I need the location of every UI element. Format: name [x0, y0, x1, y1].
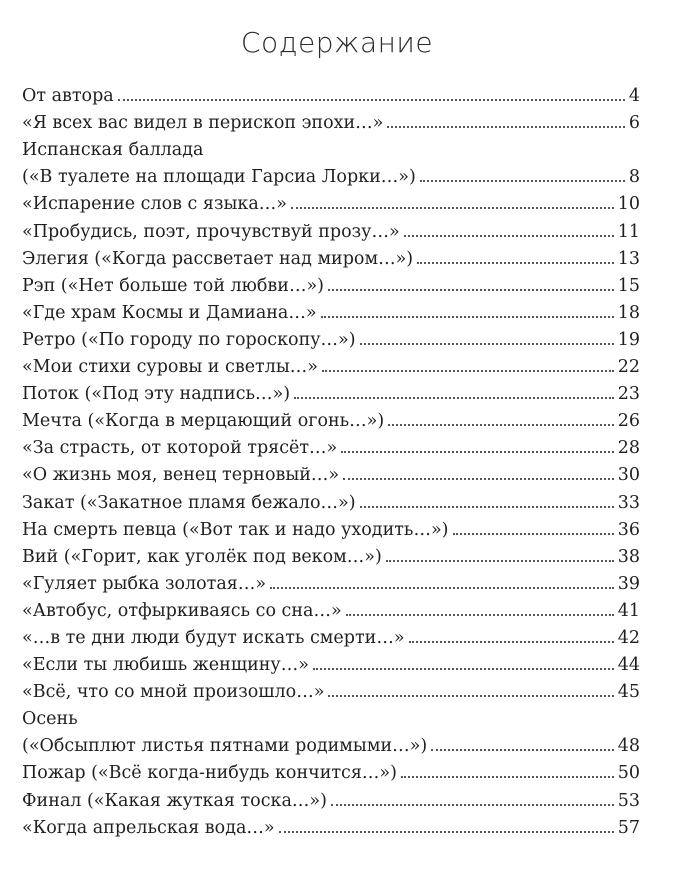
toc-entry-title: «Мои стихи суровы и светлы…»	[22, 357, 318, 378]
toc-entry-title: «О жизнь моя, венец терновый…»	[22, 465, 340, 486]
toc-entry-page-number: 41	[617, 600, 640, 621]
toc-entry	[22, 676, 640, 703]
toc-entry-page-number: 39	[617, 573, 640, 594]
toc-entry	[22, 432, 640, 459]
toc-entry	[22, 215, 640, 242]
toc-entry-title: («Обсыплют листья пятнами родимыми…»)	[22, 736, 428, 757]
toc-entry-page-number: 22	[617, 357, 640, 378]
toc-entry-page-number: 18	[617, 302, 640, 323]
dot-leader	[420, 180, 625, 182]
dot-leader	[431, 749, 614, 751]
toc-entry-title: Вий («Горит, как уголёк под веком…»)	[22, 546, 382, 567]
toc-entry-page-number: 44	[617, 655, 640, 676]
toc-entry-title: «Всё, что со мной произошло…»	[22, 682, 325, 703]
dot-leader	[417, 262, 614, 264]
toc-entry-page-number: 11	[617, 221, 640, 242]
dot-leader	[453, 533, 614, 535]
dot-leader	[387, 126, 624, 128]
toc-entry-title: «Где храм Космы и Дамиана…»	[22, 302, 317, 323]
toc-entry	[22, 757, 640, 784]
dot-leader	[388, 424, 614, 426]
toc-entry	[22, 80, 640, 107]
toc-entry-page-number: 23	[617, 384, 640, 405]
dot-leader	[360, 343, 614, 345]
toc-entry	[22, 188, 640, 215]
toc-entry-page-number: 13	[617, 248, 640, 269]
toc-entry	[22, 161, 640, 188]
toc-entry-page-number: 19	[617, 329, 640, 350]
toc-entry	[22, 514, 640, 541]
toc-entry-title: На смерть певца («Вот так и надо уходить…»)	[22, 519, 449, 540]
toc-entry-page-number: 26	[617, 411, 640, 432]
toc-entry	[22, 134, 640, 161]
toc-entry	[22, 324, 640, 351]
toc-entry-title: «Автобус, отфыркиваясь со сна…»	[22, 600, 342, 621]
dot-leader	[294, 397, 614, 399]
dot-leader	[341, 451, 613, 453]
table-of-contents	[22, 80, 640, 839]
toc-entry-title: Закат («Закатное пламя бежало…»)	[22, 492, 356, 513]
toc-entry-page-number: 10	[617, 194, 640, 215]
toc-entry-page-number: 48	[617, 736, 640, 757]
toc-entry	[22, 568, 640, 595]
toc-entry	[22, 351, 640, 378]
toc-entry-page-number: 8	[628, 167, 640, 188]
toc-entry	[22, 730, 640, 757]
toc-entry	[22, 378, 640, 405]
toc-entry-title: Элегия («Когда рассветает над миром…»)	[22, 248, 414, 269]
toc-entry-title: Мечта («Когда в мерцающий огонь…»)	[22, 411, 385, 432]
toc-entry	[22, 459, 640, 486]
toc-entry	[22, 297, 640, 324]
dot-leader	[118, 99, 625, 101]
toc-entry	[22, 649, 640, 676]
toc-entry-title: «За страсть, от которой трясёт…»	[22, 438, 338, 459]
page-title: Содержание	[240, 26, 434, 59]
toc-entry-page-number: 36	[617, 519, 640, 540]
dot-leader	[328, 695, 613, 697]
toc-entry-page-number: 57	[617, 817, 640, 838]
toc-entry	[22, 107, 640, 134]
toc-entry	[22, 622, 640, 649]
dot-leader	[321, 316, 614, 318]
toc-entry-title: От автора	[22, 86, 114, 107]
toc-entry-page-number: 30	[617, 465, 640, 486]
toc-entry	[22, 405, 640, 432]
toc-entry-title: «Если ты любишь женщину…»	[22, 655, 309, 676]
toc-entry	[22, 243, 640, 270]
toc-entry-title: «Когда апрельская вода…»	[22, 817, 275, 838]
toc-entry-title: Осень	[22, 709, 78, 730]
toc-entry-title: «Гуляет рыбка золотая…»	[22, 573, 267, 594]
toc-entry-title: Пожар («Всё когда-нибудь кончится…»)	[22, 763, 397, 784]
toc-entry-title: Испанская баллада	[22, 140, 204, 161]
toc-entry-title: Ретро («По городу по гороскопу…»)	[22, 329, 356, 350]
dot-leader	[343, 478, 614, 480]
toc-entry-page-number: 4	[628, 86, 640, 107]
dot-leader	[331, 804, 614, 806]
toc-entry	[22, 812, 640, 839]
dot-leader	[322, 370, 614, 372]
toc-entry-title: «Я всех вас видел в перископ эпохи…»	[22, 113, 384, 134]
dot-leader	[409, 641, 614, 643]
dot-leader	[386, 560, 614, 562]
toc-entry	[22, 595, 640, 622]
toc-entry-title: «Испарение слов с языка…»	[22, 194, 287, 215]
dot-leader	[291, 207, 614, 209]
toc-entry	[22, 784, 640, 811]
toc-entry	[22, 541, 640, 568]
toc-entry	[22, 703, 640, 730]
dot-leader	[313, 668, 614, 670]
toc-entry-page-number: 15	[617, 275, 640, 296]
dot-leader	[270, 587, 614, 589]
toc-entry-page-number: 38	[617, 546, 640, 567]
toc-entry-page-number: 50	[617, 763, 640, 784]
dot-leader	[404, 235, 614, 237]
toc-entry-page-number: 33	[617, 492, 640, 513]
toc-entry-title: («В туалете на площади Гарсиа Лорки…»)	[22, 167, 416, 188]
dot-leader	[328, 289, 614, 291]
dot-leader	[346, 614, 614, 616]
toc-entry-page-number: 28	[617, 438, 640, 459]
dot-leader	[360, 506, 614, 508]
toc-entry	[22, 270, 640, 297]
toc-entry-title: «…в те дни люди будут искать смерти…»	[22, 627, 405, 648]
dot-leader	[401, 776, 614, 778]
toc-entry-page-number: 6	[628, 113, 640, 134]
toc-entry-title: Поток («Под эту надпись…»)	[22, 384, 291, 405]
dot-leader	[279, 831, 614, 833]
toc-entry-title: «Пробудись, поэт, прочувствуй прозу…»	[22, 221, 400, 242]
toc-entry-title: Финал («Какая жуткая тоска…»)	[22, 790, 327, 811]
toc-entry-page-number: 53	[617, 790, 640, 811]
toc-entry-page-number: 42	[617, 627, 640, 648]
toc-entry-page-number: 45	[617, 682, 640, 703]
toc-entry-title: Рэп («Нет больше той любви…»)	[22, 275, 324, 296]
toc-entry	[22, 486, 640, 513]
